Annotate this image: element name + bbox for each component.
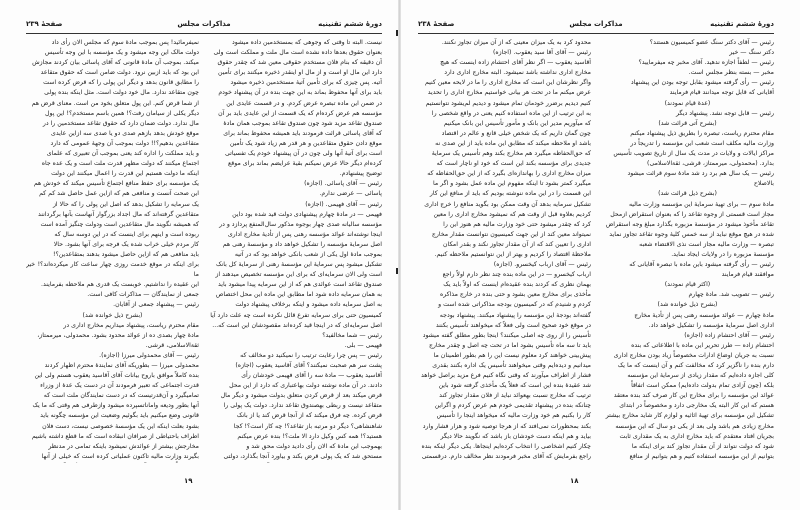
text-line: کار مردم خیلی خراب شده یک فرجه برای آنها بشود. حالا bbox=[53, 240, 199, 248]
page-239 bbox=[12, 0, 396, 510]
text-line: برای اینکه در موقع خدمت روزی چهار ساعت کار میکرده‌اند؟! خیر ما bbox=[26, 261, 199, 279]
text-line: ارباب کیخسرو — در این ماده بنده چند نظر دارم اولاً راجع bbox=[442, 271, 591, 279]
text-line: بیاید و هم اینکه دست خودشان باز باشد که نگویند حالا دیگر bbox=[440, 432, 591, 440]
text-line: باید تا سه ماه تأسیس بشود اما در تحت چه اصل و چقدر مخارج bbox=[428, 341, 591, 349]
text-line: آقایانی که قابل توجه میدانند قیام فرمایند bbox=[669, 89, 774, 97]
text-line: پیش‌بینی خواهند کرد معلوم نیست این را هم بطور اطمینان ما bbox=[433, 351, 591, 359]
text-line: که همیشه نگویند مال متقاعدین است ودولت چنگیز آمده است bbox=[40, 220, 199, 228]
text-line: باشد او ملاحظه میکند که مطابق این ماده باید از این صدی نه bbox=[435, 139, 591, 147]
text-line: دارد این مال او است و از مال او اینقدر ذخیره میکنند برای تأمین bbox=[218, 69, 382, 77]
text-line: رئیس — رأی گرفته میشود بقابل توجه بودن این پیشنهاد bbox=[630, 79, 774, 87]
text-line: کمیسیون حتی برای سرمایه تفرع قائل نکرده است چه علت دارد آیا bbox=[210, 311, 382, 319]
text-line: موقع دادن حقوق متقاعدین و هر قدر هم زیاد شود یک تأمین bbox=[229, 139, 382, 147]
text-line: مخارج زیادی هم باشد ولی بعد از یکی دو سال که این مؤسسه bbox=[615, 422, 774, 430]
text-line: تبصره — وزارت مالیه مجاز است نذی الاقتضاء شعبه bbox=[639, 240, 774, 248]
text-line: (بشرح آتی قرائت شد) bbox=[658, 119, 717, 127]
text-line: مأخذی برای مخارج معین بشود و حتی بنده در خارج مذاکره bbox=[440, 291, 591, 299]
page-number-label: صفحهٔ ۲۳۹ bbox=[26, 20, 63, 28]
text-line: است ولی الان سرمایه‌ای که برای این مؤسسه تخصیص میدهند از bbox=[215, 271, 382, 279]
edge-mark bbox=[396, 30, 398, 36]
session-label: دورهٔ ششم تقنینیه bbox=[710, 20, 774, 28]
text-line: ربوده است و اینهم برای اینست که در این دوسه سال که bbox=[54, 230, 199, 238]
text-line: دارم بنده را ناگزیر کرد که مخالفت کنم و آن اینست که ما یک bbox=[617, 362, 774, 369]
columns bbox=[418, 38, 774, 463]
header-rule bbox=[26, 33, 382, 34]
text-line: (اکثر قیام نمودند) bbox=[664, 281, 711, 289]
text-line: شاهنشاهی؟ دیگر دو مرتبه باز تقاعد؟! چه کار است؟! کجا bbox=[233, 422, 382, 430]
text-line: ثقةالاسلامی، قرشی. bbox=[145, 341, 199, 349]
text-line: قرض میکند بعد از قرض کردن متعلق بدولت میشود و دیگر مال bbox=[220, 392, 382, 400]
text-line: نسبت به جریان اوضاع ادارات مخصوصاً زیاد بودن مخارج اداری bbox=[613, 351, 774, 359]
text-line bbox=[209, 462, 382, 463]
text-line: کنیم دیدیم برضرر خودمان تمام میشود و دیدیم لم‌یشود نتوانستیم bbox=[425, 99, 591, 107]
text-line: جمعی از نمایندگان — مذاکرات کافی است. bbox=[87, 291, 199, 299]
text-line: رئیس — آقای احتشام زاده (اجازه) bbox=[684, 331, 774, 339]
text-line: تشکیل سرمایه بدهد آن وقت ممکن بود بگوید منافع را خرج اداری bbox=[424, 200, 591, 208]
text-line: چون گمان داریم که یک شخص خیلی قانع و عالم در اقتصاد bbox=[441, 129, 591, 137]
text-line: نمیتواند معین کند از این جهت کمیسیون نتوانست مقدار مخارج bbox=[431, 230, 591, 238]
text-line: هستید؟! همه کس وکیل دارد الا ملت؟! بنده عرض میکنم bbox=[237, 432, 382, 440]
text-line: اینکه ما دولت هستیم این قدرت را اعمال میکنند این دولت bbox=[51, 170, 199, 178]
text-line: متقاعدین بدهیم؟!! دولت بموجب آن وجههٔ عمومی که دارد bbox=[50, 139, 199, 147]
page-header bbox=[26, 20, 382, 32]
text-line: است برای آتیهٔ آنها ولی چون در آن پیشنهاد خودم یک تفسیاتی bbox=[224, 150, 382, 158]
text-line: یک سرمایه را تشکیل بدهد که اصل این پولی را که حالا از bbox=[52, 200, 199, 208]
text-line: مادهٔ سوم — برای تهیهٔ سرمایهٔ این مؤسسه وزارت مالیه bbox=[628, 200, 774, 208]
page-header bbox=[418, 20, 774, 32]
text-line: مادهٔ چهارم — عوائد مؤسسه رهنی پس از تأدیهٔ مخارج bbox=[634, 311, 774, 319]
text-line: نیست. البته تا وقتی که وجوهی که بمستخدمین داده میشود bbox=[232, 39, 382, 46]
text-line: و باید مملکت را اداره کند یعنی بموجب آن تعبیری که علمای bbox=[46, 150, 199, 158]
text-line: پشت سر هم صحبت نمیکنند؟ آقای آقاسید یعقوب (اجازه) bbox=[235, 362, 382, 369]
text-line: تمامیگیرد و آن‌قدرتیست که در دست نمایندگان ملت است که bbox=[43, 392, 199, 400]
text-line: دادند. در آن ماده نوشته دولت بهاعتباری که دارد از این محل bbox=[229, 382, 382, 390]
text-line: مؤسسه هم عرض کرده‌ام که یک قسمت از این عایدی باید بر آن bbox=[218, 109, 382, 117]
text-line: دولت مالک این وجه میشود و یک مؤسسه با این وجه تأسیس bbox=[44, 49, 199, 57]
text-line: بهموجب این مادهٔ که الان رأی دادید دولت محق شد و bbox=[246, 442, 382, 450]
text-line: واگر نظرشان این است که مخارج اداری را ما در لایحه معین کنیم bbox=[425, 79, 591, 87]
text-line: اجتماع میکنند که دولت مظهر قدرت ملت است و یک عده جاه bbox=[41, 160, 199, 168]
text-line: صندوق تقاعد است عوائدی هم که از این سرمایه پیدا میشود باید bbox=[218, 281, 382, 289]
column-left bbox=[26, 38, 199, 463]
text-line: بعنوان حقوق بعدها داده نشده است مال ملت و مملکت است ولی bbox=[213, 49, 382, 57]
text-line: فهیمی — در مادهٔ چهارم پیشنهادی دولت قید شده بود داین bbox=[232, 210, 382, 218]
text-line: این عقیده را نداشتیم. خوبست یک قدری هم ملاحظه بفرمایند. bbox=[41, 281, 199, 289]
text-line: بتوانیم از این مؤسسه استفاده کنیم و هم بتوانیم از منافع bbox=[629, 452, 774, 460]
text-line: مخارج اداری نداشته باشد نمیشود. البته مخارج اداری دارد bbox=[444, 69, 591, 77]
text-line: شد عقیدهٔ بنده این است که فعلاً یک مأخذی گرفته شود باین bbox=[438, 382, 591, 390]
text-line: چنانکه بنده در پیشنهاد تقدیمی خودم هم عرض کردم و اگراین bbox=[434, 402, 591, 410]
running-title: مذاکرات مجلس bbox=[177, 20, 231, 28]
text-line bbox=[26, 462, 199, 463]
text-line: آن دقیقه که بنام فلان مستخدم حقوقی معین شد که چقدر حقوق bbox=[217, 59, 382, 67]
text-line: موافقند قیام فرمایند bbox=[721, 271, 774, 279]
text-line: مخارجش بیشتر از عوائدش نمیشود باینکه تمامی در مدنظر bbox=[48, 442, 199, 450]
text-line: این بود که باید ازبین نرود. دولت ضامن است که حقوق متقاعد bbox=[40, 69, 199, 77]
text-line: از شما قرض کنم. این پول متعلق بخود من است. معنای قرض هم bbox=[31, 99, 199, 107]
text-line: محدود کرد به یک میزان معینی که از آن میزان تجاوز نکنند. bbox=[441, 39, 591, 46]
text-line: کلی اجازه داده‌ایم که مقدار زیادی از سرمایهٔ این مؤسسه bbox=[627, 372, 774, 380]
text-line: رئیس — رأی گرفته میشود باین ماده با تبصره آقایانی که bbox=[629, 261, 774, 269]
text-line: مادهٔ چهار بصدی ده از عوائد محدود بشود. محمدولی، میرممتاز، bbox=[37, 331, 199, 339]
text-line: که حق‌الحفاظه میگیرد هم مخارج بکند وهم تأسیس یک سرمایهٔ bbox=[431, 150, 591, 158]
text-line: اصل سرمایهٔ مؤسسه را تشکیل خواهد داد و مؤسسهٔ رهنی هم bbox=[222, 240, 382, 248]
text-line: آتیه. پس چیزی که برای تأمین آتیهٔ مستخدمین ذخیره میشود bbox=[230, 79, 382, 87]
text-line: به این ترتیب از این ماده استفاده کنیم یعنی در واقع شخصی را bbox=[431, 109, 591, 117]
text-line: چون متقاعد ندارد. مال خود دولت است. مثل اینکه بنده پولی bbox=[44, 89, 199, 97]
text-line: اطراف باحتیاطی از صرافان انبقاده است که ما قطع داشته باشیم bbox=[31, 432, 199, 440]
text-line: مجاز است قسمتی از وجوه تقاعد را که بعنوان استقراض ازمحل bbox=[610, 210, 774, 218]
text-line: میگیرد کمتر بشود تا اینکه مفهوم این ماده عمل بشود و اگر ما bbox=[433, 180, 591, 188]
text-line: کار را بکنیم هم خود وزارت مالیه که میخواهد اینجا را تأسیس bbox=[436, 412, 591, 420]
text-line: که میآوریم مدیر این بانک و مأمور تأسیس این بانک میکنیم bbox=[443, 119, 591, 127]
text-line: بالاصلاح bbox=[753, 180, 774, 188]
text-line: یک مؤسسه برای حفظ منافع اجتماع تأسیس میکند که خودش هم bbox=[33, 180, 199, 188]
text-line: اینجا نوشته‌اند عوائد مؤسسه رهنی پس از تأدیهٔ مخارج اداری bbox=[227, 230, 382, 238]
text-line: باید برای آنها محفوظ بماند به این جهت بنده در آن پیشنهاد خودم bbox=[218, 89, 382, 97]
text-line bbox=[418, 462, 591, 463]
text-line: بلکه (چون آزادی تمام بدولت داده‌ایم) ممکن است اتفاقاً bbox=[631, 382, 774, 390]
text-line: رئیس — آقای محمدولی میرزا (اجازه). bbox=[99, 351, 199, 359]
text-line: آقاسید یعقوب — مادهٔ سه را آقای فهیمی خودشان رأی bbox=[241, 372, 382, 380]
text-line: قانونی وضع میکنیم باید بگوئیم وضعیت این مؤسسه چگونه باید bbox=[40, 412, 199, 420]
text-line: وزارت مالیه مکلف است شعب این مؤسسه را تدریجاً در bbox=[630, 139, 774, 147]
text-line: (بشرح ذیل خوانده شد) bbox=[657, 301, 718, 309]
text-line: کرد که چقدر میشود حتی خود وزارت مالیه هم هنوز این را bbox=[443, 220, 591, 228]
page-number-label: صفحهٔ ۲۳۸ bbox=[418, 20, 455, 28]
text-line: تشکیل میشود پس سرمایهٔ این مؤسسهٔ رهنی از سرمایهٔ کل بانک bbox=[216, 261, 382, 269]
text-line: مقام محترم ریاست، تبصره را بطریق ذیل پیشنهاد میکنم bbox=[630, 129, 774, 137]
text-line: ملاحظهٔ اقتصاد را کردیم و بهتر از این نتوانستیم ملاحظه کنیم. bbox=[434, 250, 591, 258]
text-line: میدانیم و دیده‌ایم وقتی میخواهند تأسیس یک اداره بکنند بقدری bbox=[432, 362, 591, 369]
text-line: ترتیب که مخارج نسبت بهعوائد نباید از فلان مقدار تجاوز کند bbox=[439, 392, 591, 400]
column-right bbox=[601, 38, 774, 463]
text-line: که آقای پاسائی قرائت فرمودند باید همیشه محفوظ بماند برای bbox=[223, 129, 382, 137]
text-line: رئیس — پیشنهاد جمعی از آقایان. bbox=[113, 301, 199, 309]
text-line: مستحق شد که یک پولی قرض بکند و بیاورد آنجا بگذارد، دولتی bbox=[223, 452, 382, 460]
text-line: متقاعدین گرفته‌اند که مال اجداد بزرگوار آنهاست بآنها برگردانند bbox=[37, 210, 199, 218]
text-line: جدیدی برای مؤسسه بکند این است که خود او ناچار است که bbox=[436, 160, 591, 168]
header-rule bbox=[418, 33, 774, 34]
text-line: (بشرح ذیل خوانده شد) bbox=[82, 311, 143, 319]
text-line: بدارد. (محمدولی، میرممتاز، قرشی، ثقةالاسلامی) bbox=[647, 160, 774, 168]
footer-page-number: ۱۸ bbox=[570, 477, 579, 485]
text-line: مراکز ایالات و ولایات در مدت یک سال از تاریخ تصویب تأسیس bbox=[613, 150, 774, 158]
text-line: قدرت اجتماعی که تعبیر فرمودند آن در دست یک عدهٔ از وزراء bbox=[40, 382, 199, 390]
text-line bbox=[601, 462, 774, 463]
text-line: رئیس — آقای ارباب کیخسرو. (اجازه) bbox=[493, 261, 591, 269]
text-line: بهمان نظری که کردند بنده عقیده‌ام اینست که اولاً باید یک bbox=[443, 281, 591, 289]
text-line: رئیس — شما مخالفید؟ bbox=[322, 331, 382, 339]
text-line: فهیمی — بلی. bbox=[344, 341, 382, 349]
text-line: توضیح پیشنهادم. bbox=[339, 170, 382, 178]
text-line: مؤسسهٔ مزبوره را در ولایات ایجاد نماید. bbox=[671, 250, 774, 258]
text-line: عرض میکنم ما در تحت هر بیانی خواستیم مخارج اداری را تحدید bbox=[427, 89, 591, 97]
text-line: را مطابق قانون بدهد و دیگر این پولی را که قرض کرده است bbox=[43, 79, 199, 87]
text-line: احتشام زاده — طرز تحریر این ماده با اطلاعاتی که بنده bbox=[631, 341, 774, 349]
text-line: بموجب مادهٔ اول یکی از شعب بانکی خواهد بود که در آتیه bbox=[234, 250, 382, 258]
text-line: کرده‌ام دیگر حالا عرض نمیکنم بقیهٔ عرایضم بماند برای موقع bbox=[228, 160, 382, 168]
text-line: میزان مخارج اداری را بهاندازه‌ای بگیرد که از این حق‌الحفاظه که bbox=[427, 170, 591, 178]
text-line: فشار از اطراف میآورند که وقتی نگاه کنیم فرع مزید براصل خواهد bbox=[420, 372, 591, 380]
text-line: میکند. بموجب آن مادهٔ قانونی که آقای پاسائی بیان کردند مجازش bbox=[32, 59, 199, 67]
text-line: در ضمن این ماده تبصره عرض کردم. و در قسمت عایدی این bbox=[226, 99, 382, 107]
text-line: به اصل سرمایه داده میشود و اینکه برخلاف پیشنهاد دولت bbox=[235, 301, 382, 309]
text-line: محمدولی میرزا — بطوریکه آقای نمایندهٔ محترم اظهار کردند bbox=[44, 362, 199, 369]
text-line: بگیرند وزارت مالیه تاکنون عملیاتی کرده است که خیلی از آنها bbox=[41, 452, 199, 460]
text-line: به همان سرمایه داده شود اما مطابق این ماده این محل اختصاص bbox=[215, 291, 382, 299]
text-line: هستم که این کار البته یک مخارجی دارد و مخصوصاً در ابتدای bbox=[619, 402, 774, 410]
text-line: اصل سرمایه‌ای که در اینجا قید کرده‌اند مقصودشان این است که... bbox=[212, 321, 382, 329]
text-line: مؤسسه سالیانه صدی چهار بوجوه مذکور سال‌المنفع پردازد و در bbox=[219, 220, 382, 228]
session-label: دورهٔ ششم تقنینیه bbox=[318, 20, 382, 28]
text-line: در موقع خود صحیح است ولی فعلاً که میخواهند تأسیس بکنند bbox=[435, 321, 591, 329]
text-line: مال ندارد. دولت ضمان دارد که حقوق تقاعد مستخدمین را در bbox=[42, 119, 199, 127]
edge-mark bbox=[396, 268, 398, 274]
text-line: بنده کاملاً موافق باروح بیانات آقای آقاسید یعقوب هستم ولی این bbox=[34, 372, 199, 380]
text-line: رئیس — آقای پاسائی. (اجازه) bbox=[304, 180, 382, 188]
text-line: گفته‌اند بودجهٔ این مؤسسه را پیشنهاد میکنند. پیشنهاد بودجه bbox=[439, 311, 591, 319]
text-line: (بشرح ذیل قرائت شد) bbox=[658, 190, 717, 198]
text-line: رئیس — قابل توجه نشد. پیشنهاد دیگر bbox=[676, 109, 774, 117]
footer-page-number: ۱۹ bbox=[184, 477, 193, 485]
text-line: پاسائی — عرضی ندارم. bbox=[319, 190, 382, 198]
text-line: رئیس — یک سال هم برد رد شد مادهٔ سوم قرائت میشود bbox=[627, 170, 774, 178]
text-line: دیگر یکلی از سیامان رفت؟! همین باسم مستخدم؟! این پول bbox=[45, 109, 199, 117]
text-line: کردم و شنیدم که در کمیسیون بودجه مذاکراتی شده است و bbox=[438, 301, 591, 309]
text-line: قرض کرده. چه فرق میکند که از آنجا قرض کند یا از بانک bbox=[236, 412, 382, 420]
text-line: متقاعد نیست و ربطی بهصندوق تقاعد ندارد. دولت یک پولی را bbox=[223, 402, 382, 410]
text-line: موقع خودش بدهد بازهم صدی دو یا صدی سه ازاین عایدی bbox=[50, 129, 199, 137]
text-line: کردیم بعلاوه قبل از وقت هم که نمیشود مخارج اداری را معین bbox=[433, 210, 591, 218]
text-line: تقاعد مأخوذ میشود در مؤسسهٔ مزبوره بگذارد مبلغ وجه استقراض bbox=[605, 220, 774, 228]
text-line: مقام محترم ریاست، پیشنهاد میداریم مخارج اداری در bbox=[63, 321, 199, 329]
text-line: آنها بطور ودیعه واماناتسپرده میشود وازطرفی هم وقتی که ما یک bbox=[32, 402, 199, 410]
text-line: رئیس — تصویب شد. مادهٔ چهارم bbox=[688, 291, 774, 299]
text-line: رئیس — لطفاً اجازه ندهید. آقای مخبر چه میفرمایید؟ bbox=[638, 59, 774, 67]
text-line: تشکیل این مؤسسه برای تهیهٔ اثاثیه و لوازم کار شاید مخارج بیشتر bbox=[605, 412, 774, 420]
text-line: اداری را تعیین کند که از آن مقدار تجاوز نکند و بقدر امکان bbox=[443, 240, 591, 248]
text-line: دکتر سنگ — خیر bbox=[729, 49, 774, 57]
text-line: عوائد این مؤسسه را برای مخارج این کار صرف کند بنده معتقد bbox=[613, 392, 774, 400]
text-line: آقاسید یعقوب — اگر نظر آقای احتشام زاده اینست که هیچ bbox=[440, 59, 591, 67]
text-line: شود که دولت نتواند از آن مقدار تجاوز کند برای اینکه ما bbox=[631, 442, 774, 450]
text-line: این صحت آنست و منافعی هم که ازاین عمل حاصل شد کم کم bbox=[39, 190, 199, 198]
text-line: رئیس — آقای فهیمی. (اجازه) bbox=[305, 200, 382, 208]
text-line: باید منافعی هم که ازاین حاصل میشود بدهند بمتقاعدین؟! bbox=[53, 250, 199, 258]
text-line: صندوق تقاعد مزید شود چون صندوق تقاعد بموجب همان مادهٔ bbox=[223, 119, 382, 127]
column-right bbox=[209, 38, 382, 463]
column-left bbox=[418, 38, 591, 463]
text-line: این قسمت را در این ماده ننوشته بودیم که باید از منافع این کار bbox=[429, 190, 591, 198]
text-line: شده در هیچ موقع نباید از سه خمس کلیهٔ وجوه تقاعد تجاوز نماید bbox=[609, 230, 774, 238]
text-line: (عدهٔ قیام نمودند) bbox=[664, 99, 711, 107]
page-238 bbox=[404, 0, 788, 510]
text-line: بکند بمحظورات نمی‌افتد که از هرجا توصیه شود و هزار فشار وارد bbox=[422, 422, 591, 430]
text-line: چکار کنیم اشخاصی را انتخاب کرده‌ایم اینجاها. یکی دیگر اینکه بنده bbox=[421, 442, 591, 450]
running-title: مذاکرات مجلس bbox=[569, 20, 623, 28]
text-line: رئیس — آقای دکتر سنگ عضو کمیسیون هستند؟ bbox=[649, 39, 774, 46]
text-line: بجریان افتاد معتقدم که باید مخارج اداری به یک مقداری ثابت bbox=[619, 432, 774, 440]
book-gutter bbox=[398, 0, 401, 510]
text-line: اداری اصل سرمایهٔ مؤسسه را تشکیل خواهد داد. bbox=[648, 321, 774, 329]
text-line: نمیفرمائید! پس بموجب مادهٔ سوم که مجلس الان رأی داد bbox=[51, 39, 199, 46]
text-line: تأسیس را از روی چه اصلی میکنند؟ اینجا بطور مطلق گفته میشود bbox=[422, 331, 591, 339]
text-line: مخبر — بسته بنظر مجلس است. bbox=[688, 69, 774, 77]
text-line: راجع بفرمایش که آقای مخبر فرمودند نظر مخالف دارم. درقسمتی bbox=[421, 452, 591, 460]
columns bbox=[26, 38, 382, 463]
text-line: رئیس — آقای آقا سید یعقوب. (اجازه) bbox=[492, 49, 591, 57]
text-line: بشود بعلت اینکه این یک مؤسسهٔ خصوصی نیست، دست فلان bbox=[42, 422, 199, 430]
text-line: رئیس — پس چرا رعایت ترتیب را نمیکنید دو مخالف که bbox=[240, 351, 382, 359]
